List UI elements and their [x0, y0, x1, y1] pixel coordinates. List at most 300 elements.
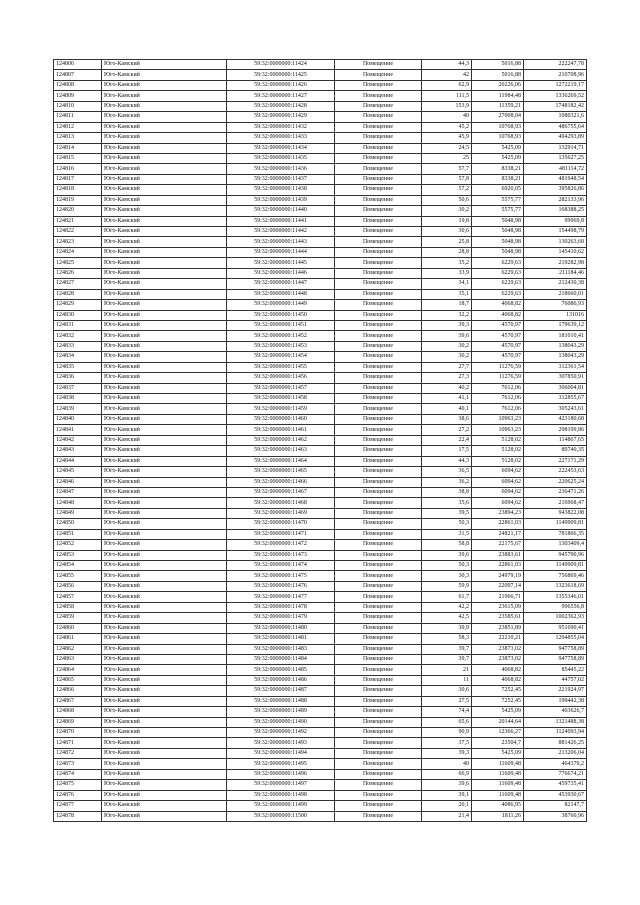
area-cell: 50,3 — [422, 561, 472, 571]
object-type-cell: Помещение — [335, 581, 422, 591]
area-cell: 41,1 — [422, 394, 472, 404]
cadastral-number-cell: 59:32:0000000:11469 — [227, 508, 335, 518]
object-type-cell: Помещение — [335, 237, 422, 247]
specific-value-cell: 6920,05 — [472, 185, 524, 195]
table-row — [54, 404, 587, 414]
area-cell: 24,5 — [422, 143, 472, 153]
row-number-cell: 124833 — [54, 341, 102, 351]
row-number-cell: 124825 — [54, 258, 102, 268]
cadastral-value-cell: 211184,46 — [524, 268, 587, 278]
cadastral-number-cell: 59:32:0000000:11486 — [227, 675, 335, 685]
table-row — [54, 780, 587, 790]
specific-value-cell: 24821,17 — [472, 529, 524, 539]
cadastral-number-cell: 59:32:0000000:11500 — [227, 811, 335, 821]
row-number-cell: 124875 — [54, 780, 102, 790]
cadastral-number-cell: 59:32:0000000:11488 — [227, 696, 335, 706]
specific-value-cell: 11276,59 — [472, 362, 524, 372]
table-row — [54, 446, 587, 456]
row-number-cell: 124846 — [54, 477, 102, 487]
object-type-cell: Помещение — [335, 602, 422, 612]
cadastral-value-cell: 486755,64 — [524, 122, 587, 132]
specific-value-cell: 1811,26 — [472, 811, 524, 821]
district-cell: Юго-Камский — [102, 634, 227, 644]
object-type-cell: Помещение — [335, 216, 422, 226]
area-cell: 27,3 — [422, 373, 472, 383]
specific-value-cell: 5425,09 — [472, 748, 524, 758]
row-number-cell: 124877 — [54, 801, 102, 811]
object-type-cell: Помещение — [335, 394, 422, 404]
object-type-cell: Помещение — [335, 707, 422, 717]
table-row — [54, 519, 587, 529]
cadastral-value-cell: 236471,26 — [524, 487, 587, 497]
cadastral-value-cell: 181010,41 — [524, 331, 587, 341]
area-cell: 40,1 — [422, 404, 472, 414]
cadastral-number-cell: 59:32:0000000:11437 — [227, 174, 335, 184]
object-type-cell: Помещение — [335, 143, 422, 153]
specific-value-cell: 23873,02 — [472, 654, 524, 664]
cadastral-number-cell: 59:32:0000000:11493 — [227, 738, 335, 748]
object-type-cell: Помещение — [335, 80, 422, 90]
table-row — [54, 654, 587, 664]
specific-value-cell: 22861,03 — [472, 519, 524, 529]
area-cell: 65,6 — [422, 717, 472, 727]
row-number-cell: 124842 — [54, 435, 102, 445]
area-cell: 50,6 — [422, 195, 472, 205]
row-number-cell: 124866 — [54, 686, 102, 696]
cadastral-value-cell: 781866,35 — [524, 529, 587, 539]
row-number-cell: 124872 — [54, 748, 102, 758]
object-type-cell: Помещение — [335, 414, 422, 424]
row-number-cell: 124822 — [54, 227, 102, 237]
district-cell: Юго-Камский — [102, 435, 227, 445]
object-type-cell: Помещение — [335, 362, 422, 372]
cadastral-value-cell: 312361,54 — [524, 362, 587, 372]
specific-value-cell: 4570,97 — [472, 341, 524, 351]
district-cell: Юго-Камский — [102, 707, 227, 717]
district-cell: Юго-Камский — [102, 487, 227, 497]
table-row — [54, 801, 587, 811]
object-type-cell: Помещение — [335, 487, 422, 497]
object-type-cell: Помещение — [335, 91, 422, 101]
cadastral-number-cell: 59:32:0000000:11425 — [227, 70, 335, 80]
cadastral-number-cell: 59:32:0000000:11446 — [227, 268, 335, 278]
specific-value-cell: 4068,82 — [472, 675, 524, 685]
cadastral-value-cell: 76086,93 — [524, 300, 587, 310]
specific-value-cell: 22861,03 — [472, 561, 524, 571]
district-cell: Юго-Камский — [102, 331, 227, 341]
district-cell: Юго-Камский — [102, 247, 227, 257]
specific-value-cell: 5048,98 — [472, 247, 524, 257]
specific-value-cell: 5016,88 — [472, 60, 524, 70]
area-cell: 90,9 — [422, 728, 472, 738]
cadastral-number-cell: 59:32:0000000:11459 — [227, 404, 335, 414]
table-row — [54, 279, 587, 289]
cadastral-value-cell: 453930,67 — [524, 790, 587, 800]
cadastral-number-cell: 59:32:0000000:11454 — [227, 352, 335, 362]
area-cell: 28,8 — [422, 247, 472, 257]
cadastral-number-cell: 59:32:0000000:11481 — [227, 634, 335, 644]
row-number-cell: 124869 — [54, 717, 102, 727]
row-number-cell: 124849 — [54, 508, 102, 518]
area-cell: 40 — [422, 759, 472, 769]
row-number-cell: 124868 — [54, 707, 102, 717]
district-cell: Юго-Камский — [102, 477, 227, 487]
cadastral-value-cell: 219282,98 — [524, 258, 587, 268]
cadastral-number-cell: 59:32:0000000:11468 — [227, 498, 335, 508]
area-cell: 40,2 — [422, 383, 472, 393]
object-type-cell: Помещение — [335, 529, 422, 539]
object-type-cell: Помещение — [335, 508, 422, 518]
row-number-cell: 124852 — [54, 540, 102, 550]
table-row — [54, 665, 587, 675]
row-number-cell: 124808 — [54, 80, 102, 90]
area-cell: 20,1 — [422, 801, 472, 811]
row-number-cell: 124871 — [54, 738, 102, 748]
table-row — [54, 414, 587, 424]
table-row — [54, 738, 587, 748]
object-type-cell: Помещение — [335, 644, 422, 654]
object-type-cell: Помещение — [335, 279, 422, 289]
table-row — [54, 571, 587, 581]
specific-value-cell: 22210,21 — [472, 634, 524, 644]
table-row — [54, 696, 587, 706]
district-cell: Юго-Камский — [102, 237, 227, 247]
cadastral-number-cell: 59:32:0000000:11498 — [227, 790, 335, 800]
row-number-cell: 124873 — [54, 759, 102, 769]
cadastral-number-cell: 59:32:0000000:11480 — [227, 623, 335, 633]
table-row — [54, 529, 587, 539]
row-number-cell: 124847 — [54, 487, 102, 497]
area-cell: 153,9 — [422, 101, 472, 111]
district-cell: Юго-Камский — [102, 320, 227, 330]
cadastral-number-cell: 59:32:0000000:11487 — [227, 686, 335, 696]
cadastral-number-cell: 59:32:0000000:11464 — [227, 456, 335, 466]
specific-value-cell: 5016,88 — [472, 70, 524, 80]
object-type-cell: Помещение — [335, 456, 422, 466]
specific-value-cell: 10963,23 — [472, 414, 524, 424]
district-cell: Юго-Камский — [102, 644, 227, 654]
specific-value-cell: 5128,02 — [472, 456, 524, 466]
district-cell: Юго-Камский — [102, 80, 227, 90]
cadastral-number-cell: 59:32:0000000:11485 — [227, 665, 335, 675]
specific-value-cell: 23851,89 — [472, 623, 524, 633]
specific-value-cell: 23873,02 — [472, 644, 524, 654]
cadastral-value-cell: 1321488,38 — [524, 717, 587, 727]
table-row — [54, 748, 587, 758]
district-cell: Юго-Камский — [102, 383, 227, 393]
cadastral-number-cell: 59:32:0000000:11457 — [227, 383, 335, 393]
table-row — [54, 289, 587, 299]
area-cell: 39,9 — [422, 623, 472, 633]
district-cell: Юго-Камский — [102, 310, 227, 320]
cadastral-value-cell: 1303409,4 — [524, 540, 587, 550]
object-type-cell: Помещение — [335, 477, 422, 487]
district-cell: Юго-Камский — [102, 289, 227, 299]
specific-value-cell: 10768,93 — [472, 133, 524, 143]
cadastral-number-cell: 59:32:0000000:11438 — [227, 185, 335, 195]
district-cell: Юго-Камский — [102, 414, 227, 424]
district-cell: Юго-Камский — [102, 571, 227, 581]
table-row — [54, 341, 587, 351]
district-cell: Юго-Камский — [102, 60, 227, 70]
specific-value-cell: 22175,67 — [472, 540, 524, 550]
district-cell: Юго-Камский — [102, 759, 227, 769]
object-type-cell: Помещение — [335, 164, 422, 174]
district-cell: Юго-Камский — [102, 101, 227, 111]
district-cell: Юго-Камский — [102, 811, 227, 821]
cadastral-value-cell: 138043,29 — [524, 352, 587, 362]
cadastral-number-cell: 59:32:0000000:11424 — [227, 60, 335, 70]
district-cell: Юго-Камский — [102, 174, 227, 184]
area-cell: 58,3 — [422, 634, 472, 644]
area-cell: 45,9 — [422, 133, 472, 143]
object-type-cell: Помещение — [335, 550, 422, 560]
area-cell: 39,6 — [422, 780, 472, 790]
cadastral-number-cell: 59:32:0000000:11478 — [227, 602, 335, 612]
cadastral-value-cell: 222453,63 — [524, 467, 587, 477]
cadastral-value-cell: 168388,25 — [524, 206, 587, 216]
cadastral-value-cell: 307850,91 — [524, 373, 587, 383]
cadastral-value-cell: 1336269,52 — [524, 91, 587, 101]
object-type-cell: Помещение — [335, 289, 422, 299]
row-number-cell: 124813 — [54, 133, 102, 143]
table-row — [54, 237, 587, 247]
table-row — [54, 216, 587, 226]
district-cell: Юго-Камский — [102, 216, 227, 226]
cadastral-value-cell: 481114,72 — [524, 164, 587, 174]
specific-value-cell: 6094,62 — [472, 487, 524, 497]
cadastral-value-cell: 423180,68 — [524, 414, 587, 424]
area-cell: 35,1 — [422, 289, 472, 299]
object-type-cell: Помещение — [335, 623, 422, 633]
object-type-cell: Помещение — [335, 665, 422, 675]
cadastral-value-cell: 305243,61 — [524, 404, 587, 414]
row-number-cell: 124807 — [54, 70, 102, 80]
cadastral-value-cell: 945790,96 — [524, 550, 587, 560]
cadastral-value-cell: 1355346,01 — [524, 592, 587, 602]
cadastral-value-cell: 213206,04 — [524, 748, 587, 758]
specific-value-cell: 6094,62 — [472, 477, 524, 487]
table-row — [54, 717, 587, 727]
district-cell: Юго-Камский — [102, 373, 227, 383]
object-type-cell: Помещение — [335, 435, 422, 445]
specific-value-cell: 6094,62 — [472, 498, 524, 508]
table-row — [54, 435, 587, 445]
cadastral-value-cell: 1002362,93 — [524, 613, 587, 623]
specific-value-cell: 5048,98 — [472, 237, 524, 247]
cadastral-number-cell: 59:32:0000000:11476 — [227, 581, 335, 591]
area-cell: 37,5 — [422, 738, 472, 748]
cadastral-value-cell: 130263,68 — [524, 237, 587, 247]
area-cell: 74,4 — [422, 707, 472, 717]
specific-value-cell: 8338,21 — [472, 174, 524, 184]
specific-value-cell: 4068,82 — [472, 300, 524, 310]
object-type-cell: Помещение — [335, 112, 422, 122]
row-number-cell: 124814 — [54, 143, 102, 153]
cadastral-value-cell: 1149909,81 — [524, 561, 587, 571]
cadastral-number-cell: 59:32:0000000:11483 — [227, 644, 335, 654]
row-number-cell: 124878 — [54, 811, 102, 821]
district-cell: Юго-Камский — [102, 362, 227, 372]
district-cell: Юго-Камский — [102, 70, 227, 80]
table-row — [54, 540, 587, 550]
area-cell: 27,2 — [422, 425, 472, 435]
table-row — [54, 60, 587, 70]
cadastral-value-cell: 776674,21 — [524, 769, 587, 779]
cadastral-number-cell: 59:32:0000000:11497 — [227, 780, 335, 790]
specific-value-cell: 4570,97 — [472, 352, 524, 362]
object-type-cell: Помещение — [335, 728, 422, 738]
area-cell: 27,5 — [422, 696, 472, 706]
row-number-cell: 124820 — [54, 206, 102, 216]
specific-value-cell: 7252,45 — [472, 696, 524, 706]
cadastral-number-cell: 59:32:0000000:11444 — [227, 247, 335, 257]
table-row — [54, 456, 587, 466]
cadastral-value-cell: 82147,7 — [524, 801, 587, 811]
cadastral-value-cell: 395826,86 — [524, 185, 587, 195]
row-number-cell: 124853 — [54, 550, 102, 560]
table-row — [54, 373, 587, 383]
specific-value-cell: 5048,98 — [472, 227, 524, 237]
cadastral-value-cell: 1149909,81 — [524, 519, 587, 529]
cadastral-number-cell: 59:32:0000000:11499 — [227, 801, 335, 811]
table-row — [54, 728, 587, 738]
cadastral-value-cell: 481948,54 — [524, 174, 587, 184]
district-cell: Юго-Камский — [102, 164, 227, 174]
specific-value-cell: 21966,71 — [472, 592, 524, 602]
cadastral-number-cell: 59:32:0000000:11460 — [227, 414, 335, 424]
table-row — [54, 634, 587, 644]
cadastral-number-cell: 59:32:0000000:11428 — [227, 101, 335, 111]
row-number-cell: 124843 — [54, 446, 102, 456]
row-number-cell: 124874 — [54, 769, 102, 779]
row-number-cell: 124818 — [54, 185, 102, 195]
cadastral-value-cell: 1323618,69 — [524, 581, 587, 591]
specific-value-cell: 4570,97 — [472, 331, 524, 341]
table-row — [54, 623, 587, 633]
row-number-cell: 124816 — [54, 164, 102, 174]
cadastral-value-cell: 132914,71 — [524, 143, 587, 153]
district-cell: Юго-Камский — [102, 529, 227, 539]
row-number-cell: 124830 — [54, 310, 102, 320]
area-cell: 39,5 — [422, 508, 472, 518]
area-cell: 35,6 — [422, 498, 472, 508]
area-cell: 39,7 — [422, 654, 472, 664]
specific-value-cell: 23883,61 — [472, 550, 524, 560]
cadastral-value-cell: 459735,41 — [524, 780, 587, 790]
cadastral-value-cell: 306004,81 — [524, 383, 587, 393]
cadastral-number-cell: 59:32:0000000:11463 — [227, 446, 335, 456]
district-cell: Юго-Камский — [102, 446, 227, 456]
row-number-cell: 124838 — [54, 394, 102, 404]
district-cell: Юго-Камский — [102, 300, 227, 310]
row-number-cell: 124861 — [54, 634, 102, 644]
district-cell: Юго-Камский — [102, 623, 227, 633]
object-type-cell: Помещение — [335, 571, 422, 581]
specific-value-cell: 6229,63 — [472, 268, 524, 278]
table-row — [54, 467, 587, 477]
area-cell: 61,7 — [422, 592, 472, 602]
district-cell: Юго-Камский — [102, 602, 227, 612]
cadastral-value-cell: 881426,25 — [524, 738, 587, 748]
cadastral-value-cell: 1748182,42 — [524, 101, 587, 111]
object-type-cell: Помещение — [335, 540, 422, 550]
row-number-cell: 124876 — [54, 790, 102, 800]
area-cell: 25,8 — [422, 237, 472, 247]
cadastral-number-cell: 59:32:0000000:11435 — [227, 153, 335, 163]
object-type-cell: Помещение — [335, 519, 422, 529]
row-number-cell: 124826 — [54, 268, 102, 278]
cadastral-number-cell: 59:32:0000000:11489 — [227, 707, 335, 717]
object-type-cell: Помещение — [335, 310, 422, 320]
object-type-cell: Помещение — [335, 748, 422, 758]
row-number-cell: 124850 — [54, 519, 102, 529]
row-number-cell: 124829 — [54, 300, 102, 310]
district-cell: Юго-Камский — [102, 780, 227, 790]
specific-value-cell: 4068,82 — [472, 665, 524, 675]
cadastral-value-cell: 1080321,6 — [524, 112, 587, 122]
table-row — [54, 133, 587, 143]
row-number-cell: 124862 — [54, 644, 102, 654]
cadastral-value-cell: 44757,02 — [524, 675, 587, 685]
object-type-cell: Помещение — [335, 341, 422, 351]
object-type-cell: Помещение — [335, 780, 422, 790]
area-cell: 34,1 — [422, 279, 472, 289]
specific-value-cell: 6229,63 — [472, 279, 524, 289]
area-cell: 30,2 — [422, 206, 472, 216]
object-type-cell: Помещение — [335, 300, 422, 310]
table-row — [54, 91, 587, 101]
district-cell: Юго-Камский — [102, 185, 227, 195]
table-row — [54, 644, 587, 654]
cadastral-number-cell: 59:32:0000000:11436 — [227, 164, 335, 174]
cadastral-value-cell: 1272219,17 — [524, 80, 587, 90]
cadastral-value-cell: 298199,86 — [524, 425, 587, 435]
object-type-cell: Помещение — [335, 738, 422, 748]
row-number-cell: 124836 — [54, 373, 102, 383]
area-cell: 36,5 — [422, 467, 472, 477]
table-row — [54, 759, 587, 769]
district-cell: Юго-Камский — [102, 561, 227, 571]
area-cell: 57,8 — [422, 174, 472, 184]
district-cell: Юго-Камский — [102, 206, 227, 216]
object-type-cell: Помещение — [335, 133, 422, 143]
cadastral-number-cell: 59:32:0000000:11429 — [227, 112, 335, 122]
cadastral-number-cell: 59:32:0000000:11442 — [227, 227, 335, 237]
cadastral-value-table — [53, 59, 587, 822]
object-type-cell: Помещение — [335, 654, 422, 664]
object-type-cell: Помещение — [335, 247, 422, 257]
object-type-cell: Помещение — [335, 467, 422, 477]
cadastral-value-cell: 220625,24 — [524, 477, 587, 487]
cadastral-number-cell: 59:32:0000000:11448 — [227, 289, 335, 299]
district-cell: Юго-Камский — [102, 352, 227, 362]
object-type-cell: Помещение — [335, 352, 422, 362]
cadastral-number-cell: 59:32:0000000:11450 — [227, 310, 335, 320]
table-row — [54, 498, 587, 508]
specific-value-cell: 7252,45 — [472, 686, 524, 696]
table-row — [54, 70, 587, 80]
object-type-cell: Помещение — [335, 759, 422, 769]
area-cell: 36,2 — [422, 477, 472, 487]
area-cell: 22,4 — [422, 435, 472, 445]
table-row — [54, 383, 587, 393]
cadastral-number-cell: 59:32:0000000:11462 — [227, 435, 335, 445]
row-number-cell: 124865 — [54, 675, 102, 685]
specific-value-cell: 23585,61 — [472, 613, 524, 623]
cadastral-value-cell: 282133,96 — [524, 195, 587, 205]
area-cell: 25 — [422, 153, 472, 163]
